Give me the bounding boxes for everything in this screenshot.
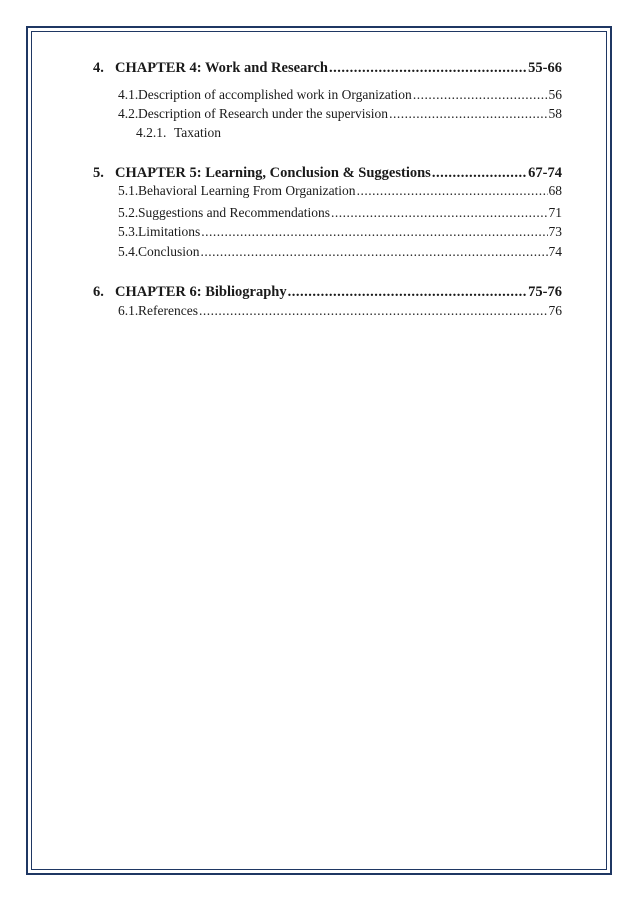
toc-number: 4. xyxy=(93,60,104,76)
toc-number: 4.2.1. xyxy=(136,125,167,140)
toc-leader xyxy=(288,284,528,301)
toc-page: 75-76 xyxy=(528,284,562,300)
toc-page: 68 xyxy=(548,183,562,198)
toc-leader xyxy=(432,165,527,182)
toc-title: References xyxy=(138,303,198,318)
toc-section-6-1[interactable] xyxy=(118,303,562,319)
toc-title: CHAPTER 4: Work and Research xyxy=(115,60,328,76)
toc-leader xyxy=(201,244,548,260)
toc-leader xyxy=(201,224,547,240)
toc-number: 5.1. xyxy=(118,183,139,198)
toc-section-5-3[interactable] xyxy=(118,224,562,240)
toc-number: 5.4. xyxy=(118,244,139,259)
toc-title: CHAPTER 6: Bibliography xyxy=(115,284,287,300)
toc-title: CHAPTER 5: Learning, Conclusion & Suggestions xyxy=(115,165,431,181)
toc-title: Conclusion xyxy=(138,244,200,259)
toc-section-5-2[interactable] xyxy=(118,205,562,221)
toc-leader xyxy=(413,87,548,103)
toc-page: 71 xyxy=(548,205,562,220)
toc-leader xyxy=(329,60,527,77)
toc-title: Description of Research under the supervision xyxy=(138,106,389,121)
toc-section-4-1[interactable] xyxy=(118,87,562,103)
toc-leader xyxy=(199,303,548,319)
toc-number: 5.3. xyxy=(118,224,139,239)
toc-chapter-4[interactable] xyxy=(93,60,562,77)
toc-chapter-6[interactable] xyxy=(93,284,562,301)
toc-page: 76 xyxy=(548,303,562,318)
toc-title: Suggestions and Recommendations xyxy=(138,205,330,220)
toc-number: 4.2. xyxy=(118,106,139,121)
page-border-inner xyxy=(31,31,607,870)
toc-number: 5. xyxy=(93,165,104,181)
toc-number: 4.1. xyxy=(118,87,139,102)
toc-section-4-2[interactable] xyxy=(118,106,562,122)
toc-page: 67-74 xyxy=(528,165,562,181)
toc-number: 6. xyxy=(93,284,104,300)
toc-number: 6.1. xyxy=(118,303,139,318)
toc-subsection-4-2-1[interactable] xyxy=(136,125,221,141)
toc-page: 73 xyxy=(548,224,562,239)
toc-page: 55-66 xyxy=(528,60,562,76)
toc-title: Description of accomplished work in Organization xyxy=(138,87,412,102)
toc-title: Limitations xyxy=(138,224,201,239)
toc-page: 58 xyxy=(548,106,562,121)
toc-title: Behavioral Learning From Organization xyxy=(138,183,356,198)
toc-section-5-1[interactable] xyxy=(118,183,562,199)
toc-chapter-5[interactable] xyxy=(93,165,562,182)
toc-section-5-4[interactable] xyxy=(118,244,562,260)
toc-number: 5.2. xyxy=(118,205,139,220)
toc-leader xyxy=(357,183,548,199)
toc-leader xyxy=(389,106,547,122)
toc-page: 56 xyxy=(548,87,562,102)
toc-leader xyxy=(331,205,548,221)
toc-title: Taxation xyxy=(174,125,222,140)
toc-page: 74 xyxy=(548,244,562,259)
